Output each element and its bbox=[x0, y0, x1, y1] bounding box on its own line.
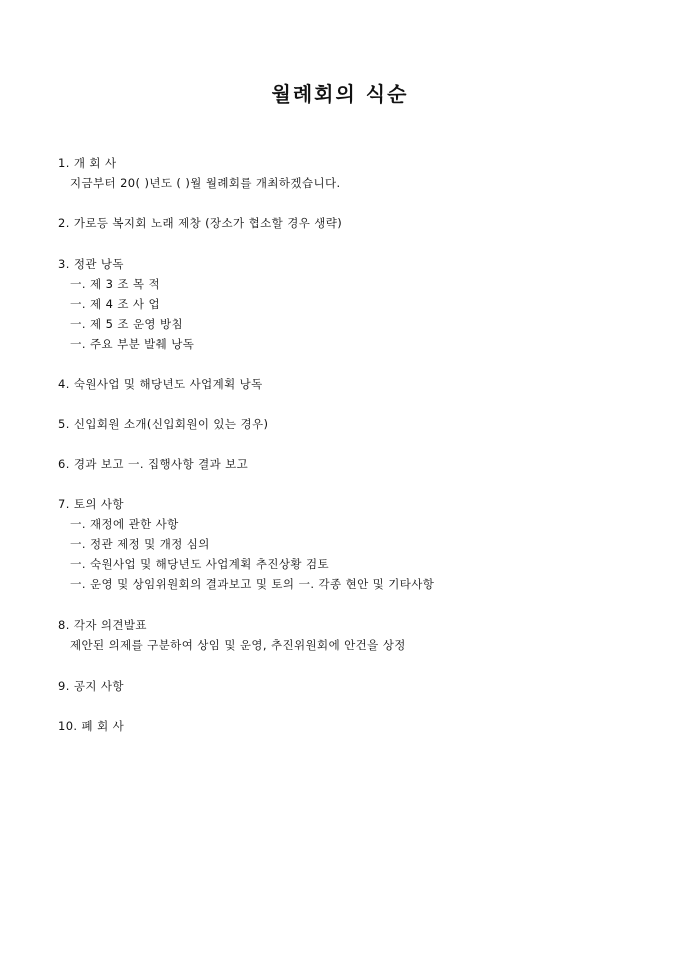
item-3-heading: 3. 정관 낭독 bbox=[58, 257, 124, 271]
item-2-heading: 2. 가로등 복지회 노래 제창 (장소가 협소할 경우 생략) bbox=[58, 216, 343, 230]
item-3-line-4: 一. 주요 부분 발췌 낭독 bbox=[70, 337, 195, 351]
item-1-heading: 1. 개 회 사 bbox=[58, 156, 117, 170]
item-1-line-1: 지금부터 20( )년도 ( )월 월례회를 개최하겠습니다. bbox=[70, 176, 341, 190]
item-5-heading: 5. 신입회원 소개(신입회원이 있는 경우) bbox=[58, 417, 269, 431]
item-3-line-1: 一. 제 3 조 목 적 bbox=[70, 277, 160, 291]
item-6-heading: 6. 경과 보고 一. 집행사항 결과 보고 bbox=[58, 457, 249, 471]
item-7-line-2: 一. 정관 제정 및 개정 심의 bbox=[70, 537, 210, 551]
item-7-line-4: 一. 운영 및 상임위원회의 결과보고 및 토의 一. 각종 현안 및 기타사항 bbox=[70, 577, 435, 591]
item-9-heading: 9. 공지 사항 bbox=[58, 679, 124, 693]
item-7-line-3: 一. 숙원사업 및 해당년도 사업계획 추진상황 검토 bbox=[70, 557, 329, 571]
item-4-heading: 4. 숙원사업 및 해당년도 사업계획 낭독 bbox=[58, 377, 263, 391]
document-title: 월례회의 식순 bbox=[271, 82, 409, 106]
item-7-heading: 7. 토의 사항 bbox=[58, 497, 124, 511]
item-7-line-1: 一. 재정에 관한 사항 bbox=[70, 517, 179, 531]
item-3-line-2: 一. 제 4 조 사 업 bbox=[70, 297, 160, 311]
item-8-line-1: 제안된 의제를 구분하여 상임 및 운영, 추진위원회에 안건을 상정 bbox=[70, 638, 406, 652]
item-10-heading: 10. 폐 회 사 bbox=[58, 719, 125, 733]
item-8-heading: 8. 각자 의견발표 bbox=[58, 618, 147, 632]
item-3-line-3: 一. 제 5 조 운영 방침 bbox=[70, 317, 184, 331]
